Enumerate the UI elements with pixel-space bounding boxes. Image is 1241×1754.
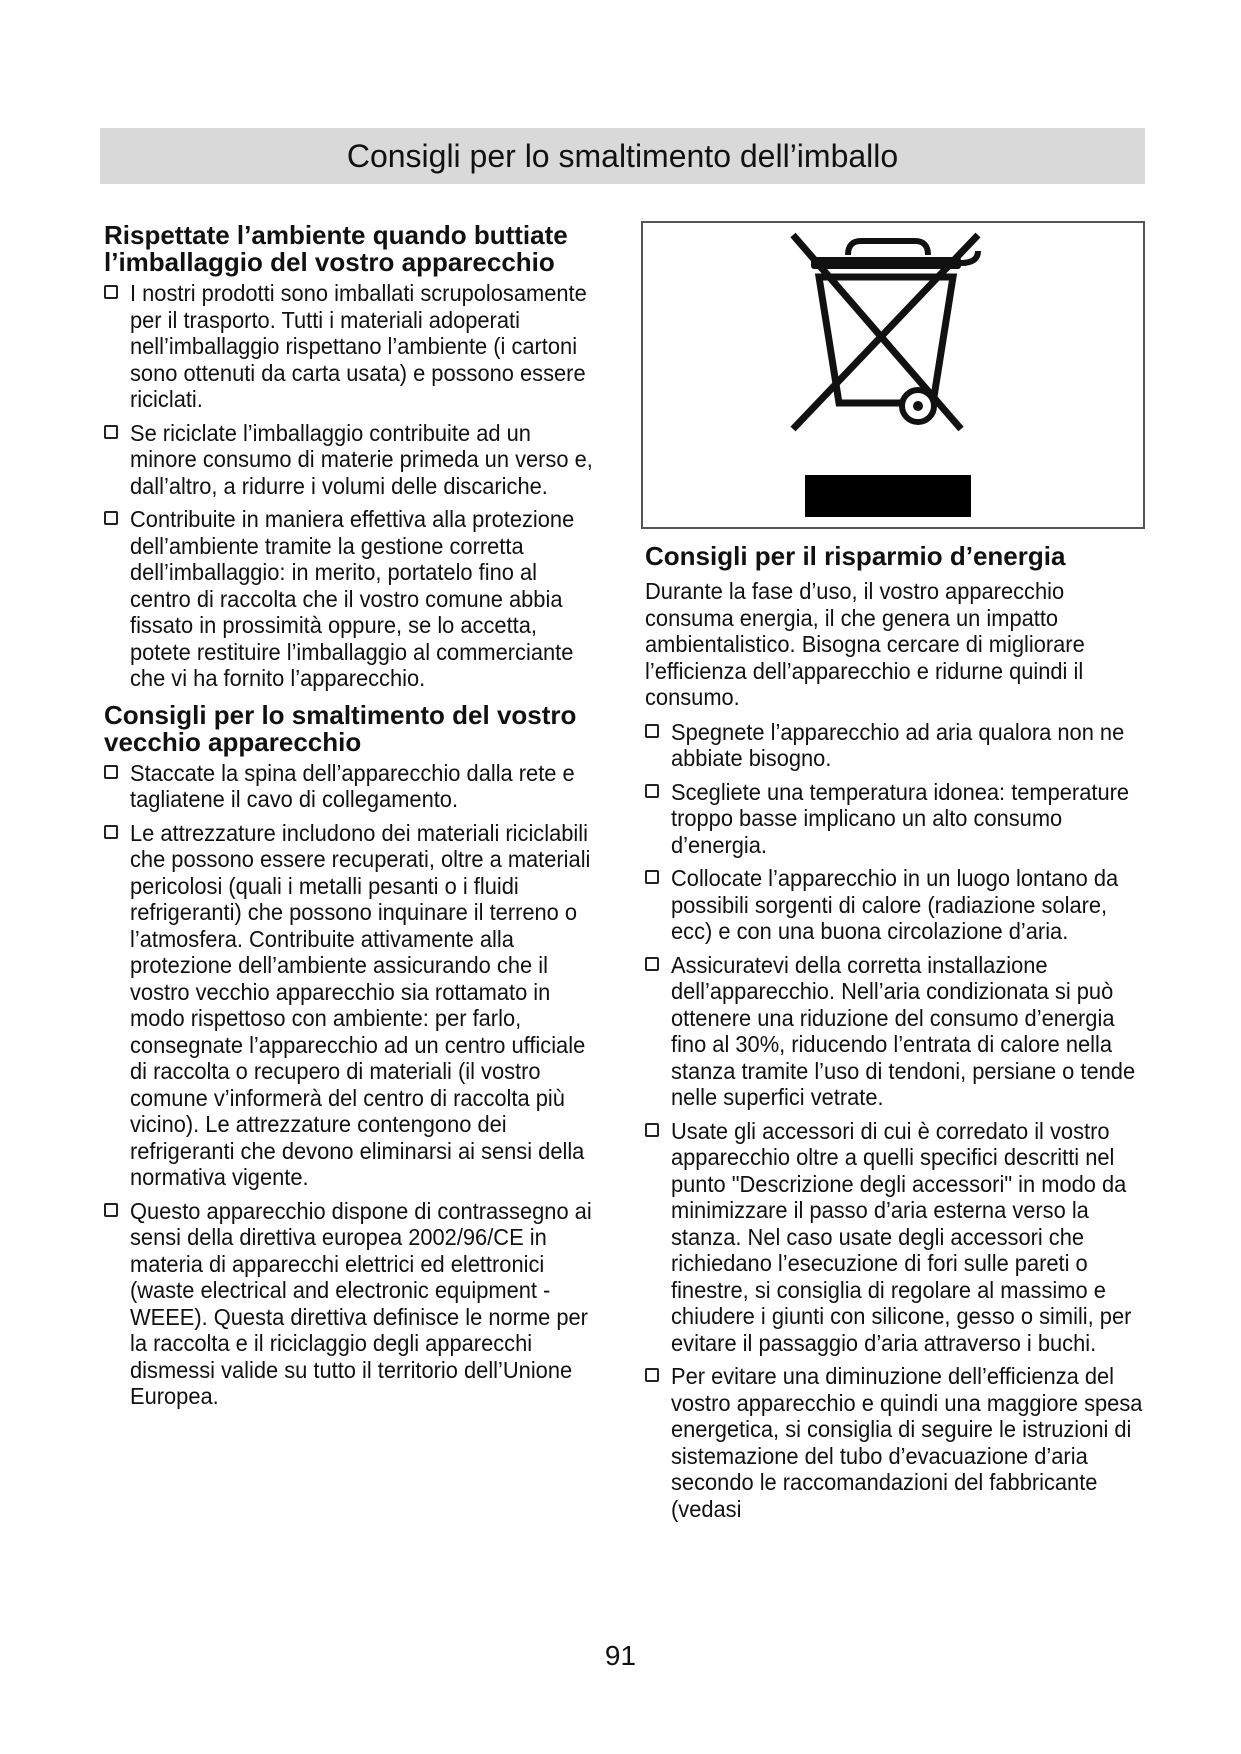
section-heading-disposal: Consigli per lo smaltimento del vostro vecchio apparecchio [104,699,577,757]
list-item: Se riciclate l’imballaggio contribuite ad un minore consumo di materie primeda un verso e, dall’altro, a ridurre i volumi delle discariche. [104,420,604,500]
list-item: Scegliete una temperatura idonea: temperature troppo basse implicano un alto consumo d’energia. [645,779,1145,859]
checkbox-bullet-icon [645,724,659,738]
list-item: Spegnete l’apparecchio ad aria qualora non ne abbiate bisogno. [645,719,1145,772]
checkbox-bullet-icon [645,870,659,884]
section-heading-energy: Consigli per il risparmio d’energia [645,541,1066,571]
list-item: I nostri prodotti sono imballati scrupolosamente per il trasporto. Tutti i materiali adoperati nell’imballaggio rispettano l’ambiente (i cartoni sono ottenuti da carta usata) e possono essere riciclati. [104,280,604,413]
list-item: Staccate la spina dell’apparecchio dalla rete e tagliatene il cavo di collegamento. [104,760,604,813]
checkbox-bullet-icon [104,825,118,839]
weee-figure [641,221,1145,529]
checkbox-bullet-icon [104,1203,118,1217]
section-heading-packaging: Rispettate l’ambiente quando buttiate l’imballaggio del vostro apparecchio [104,220,568,277]
page-title-bar [100,128,1145,184]
checkbox-bullet-icon [645,1368,659,1382]
checkbox-bullet-icon [645,784,659,798]
checkbox-bullet-icon [645,957,659,971]
list-item: Usate gli accessori di cui è corredato il vostro apparecchio oltre a quelli specifici descritti nel punto "Descrizione degli accessori" in modo da minimizzare il passo d’aria esterna verso la stanza. Nel caso usate degli accessori che richiedano l’esecuzione di fori sulle pareti o finestre, si consiglia di regolare al massimo e chiudere i giunti con silicone, gesso o simili, per evitare il passaggio d’aria attraverso i buchi. [645,1118,1145,1357]
list-item: Le attrezzature includono dei materiali riciclabili che possono essere recuperati, oltre a materiali pericolosi (quali i metalli pesanti o i fluidi refrigeranti) che possono inquinare il terreno o l’atmosfera. Contribuite attivamente alla protezione dell’ambiente assicurando che il vostro vecchio apparecchio sia rottamato in modo rispettoso con ambiente: per farlo, consegnate l’apparecchio ad un centro ufficiale di raccolta o recupero di materiali (il vostro comune v’informerà del centro di raccolta più vicino). Le attrezzature contengono dei refrigeranti che devono eliminarsi ai sensi della normativa vigente. [104,820,604,1191]
energy-intro-text: Durante la fase d’uso, il vostro apparecchio consuma energia, il che genera un impatto ambientalistico. Bisogna cercare di migliorare l’efficienza dell’apparecchio e ridurne quindi il consumo. [645,578,1085,710]
checkbox-bullet-icon [104,285,118,299]
left-column [104,222,604,1417]
list-item: Questo apparecchio dispone di contrassegno ai sensi della direttiva europea 2002/96/CE in materia di apparecchi elettrici ed elettronici (waste electrical and electronic equipment - WEEE). Questa direttiva definisce le norme per la raccolta e il riciclaggio degli apparecchi dismessi valide su tutto il territorio dell’Unione Europea. [104,1198,604,1410]
page-number: 91 [604,1640,637,1671]
right-column [645,543,1145,1529]
list-item: Contribuite in maniera effettiva alla protezione dell’ambiente tramite la gestione corretta dell’imballaggio: in merito, portatelo fino al centro di raccolta che il vostro comune abbia fissato in prossimità oppure, se lo accetta, potete restituire l’imballaggio al commerciante che vi ha fornito l’apparecchio. [104,506,604,692]
checkbox-bullet-icon [104,511,118,525]
list-item: Per evitare una diminuzione dell’efficienza del vostro apparecchio e quindi una maggiore spesa energetica, si consiglia di seguire le istruzioni di sistemazione del tubo d’evacuazione d’aria secondo le raccomandazioni del fabbricante (vedasi [645,1363,1145,1522]
crossed-out-wheelie-bin-icon [643,223,1143,527]
checkbox-bullet-icon [645,1123,659,1137]
checkbox-bullet-icon [104,425,118,439]
list-item: Collocate l’apparecchio in un luogo lontano da possibili sorgenti di calore (radiazione solare, ecc) e con una buona circolazione d’aria. [645,865,1145,945]
list-item: Assicuratevi della corretta installazione dell’apparecchio. Nell’aria condizionata si può ottenere una riduzione del consumo d’energia fino al 30%, riducendo l’entrata di calore nella stanza tramite l’uso di tendoni, persiane o tende nelle superfici vetrate. [645,952,1145,1111]
page-title: Consigli per lo smaltimento dell’imballo [346,137,899,174]
checkbox-bullet-icon [104,765,118,779]
